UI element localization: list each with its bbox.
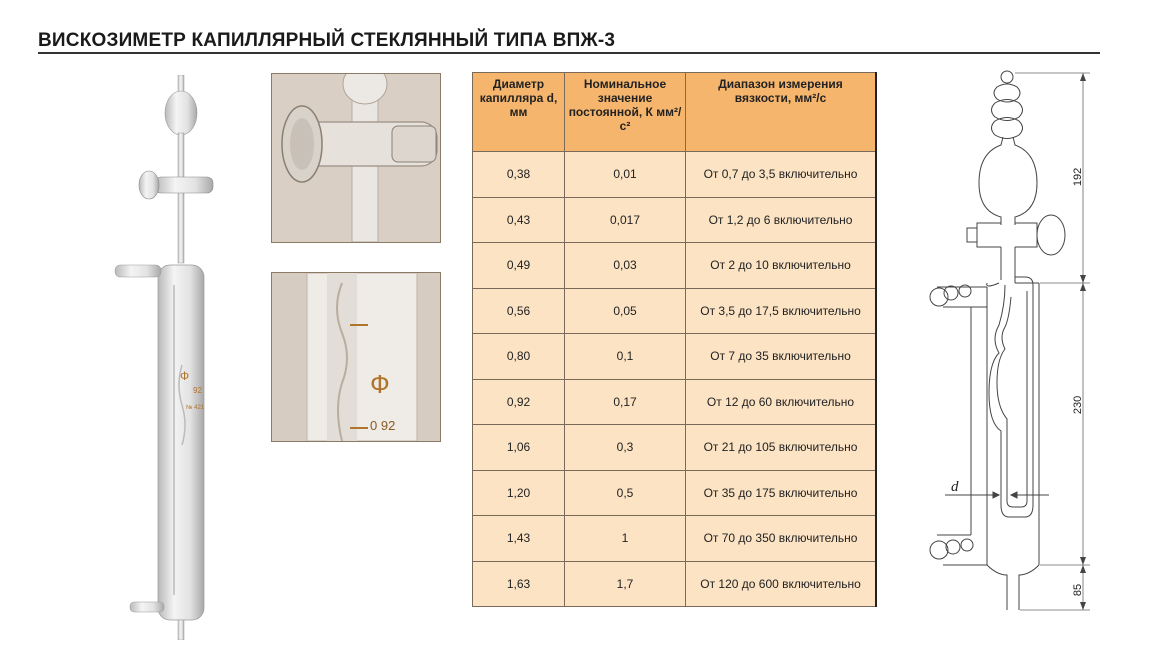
cell-range: От 0,7 до 3,5 включительно xyxy=(686,152,877,198)
header-range: Диапазон измерения вязкости, мм²/с xyxy=(686,73,877,152)
table-row xyxy=(473,288,877,334)
header-constant: Номинальное значение постоянной, К мм²/с² xyxy=(565,73,686,152)
cell-constant: 1,7 xyxy=(565,561,686,607)
table-row xyxy=(473,197,877,243)
table-row xyxy=(473,243,877,289)
mark-closeup-graphic xyxy=(272,273,440,441)
svg-text:Ф: Ф xyxy=(370,369,390,399)
title-underline xyxy=(38,52,1100,54)
cell-constant: 1 xyxy=(565,516,686,562)
cell-constant: 0,05 xyxy=(565,288,686,334)
main-photo-mark: 92 xyxy=(193,386,202,395)
cell-range: От 2 до 10 включительно xyxy=(686,243,877,289)
stopcock-closeup-graphic xyxy=(272,74,440,242)
viscometer-technical-drawing xyxy=(915,65,1115,625)
cell-diameter: 0,43 xyxy=(473,197,565,243)
svg-text:Ф: Ф xyxy=(180,369,190,383)
cell-range: От 120 до 600 включительно xyxy=(686,561,877,607)
cell-diameter: 1,20 xyxy=(473,470,565,516)
page-title: ВИСКОЗИМЕТР КАПИЛЛЯРНЫЙ СТЕКЛЯННЫЙ ТИПА ВПЖ-3 xyxy=(38,30,616,51)
cell-constant: 0,1 xyxy=(565,334,686,380)
cell-constant: 0,3 xyxy=(565,425,686,471)
main-photo-code: № 421 xyxy=(186,405,205,411)
table-row xyxy=(473,561,877,607)
table-row xyxy=(473,425,877,471)
cell-range: От 3,5 до 17,5 включительно xyxy=(686,288,877,334)
cell-diameter: 1,63 xyxy=(473,561,565,607)
cell-diameter: 0,49 xyxy=(473,243,565,289)
cell-range: От 70 до 350 включительно xyxy=(686,516,877,562)
table-header-row xyxy=(473,73,877,152)
dim-middle-label: 230 xyxy=(1072,395,1084,415)
cell-diameter: 1,43 xyxy=(473,516,565,562)
cell-range: От 35 до 175 включительно xyxy=(686,470,877,516)
cell-range: От 7 до 35 включительно xyxy=(686,334,877,380)
cell-range: От 12 до 60 включительно xyxy=(686,379,877,425)
table-row xyxy=(473,516,877,562)
cell-constant: 0,5 xyxy=(565,470,686,516)
dim-top-label: 192 xyxy=(1072,167,1084,187)
cell-range: От 1,2 до 6 включительно xyxy=(686,197,877,243)
cell-diameter: 0,92 xyxy=(473,379,565,425)
cell-range: От 21 до 105 включительно xyxy=(686,425,877,471)
cell-constant: 0,03 xyxy=(565,243,686,289)
stopcock-closeup-photo xyxy=(271,73,441,243)
table-row xyxy=(473,334,877,380)
dim-bottom-label: 85 xyxy=(1072,583,1084,597)
cell-diameter: 0,56 xyxy=(473,288,565,334)
table-row xyxy=(473,152,877,198)
cell-diameter: 1,06 xyxy=(473,425,565,471)
table-row xyxy=(473,470,877,516)
cell-constant: 0,017 xyxy=(565,197,686,243)
cell-constant: 0,17 xyxy=(565,379,686,425)
d-label: d xyxy=(951,479,959,495)
cell-diameter: 0,38 xyxy=(473,152,565,198)
cell-constant: 0,01 xyxy=(565,152,686,198)
spec-table xyxy=(472,72,877,607)
table-row xyxy=(473,379,877,425)
viscometer-photo xyxy=(100,75,220,640)
inset-mark-label: 0 92 xyxy=(370,418,396,433)
mark-closeup-photo xyxy=(271,272,441,442)
header-diameter: Диаметр капилляра d, мм xyxy=(473,73,565,152)
cell-diameter: 0,80 xyxy=(473,334,565,380)
